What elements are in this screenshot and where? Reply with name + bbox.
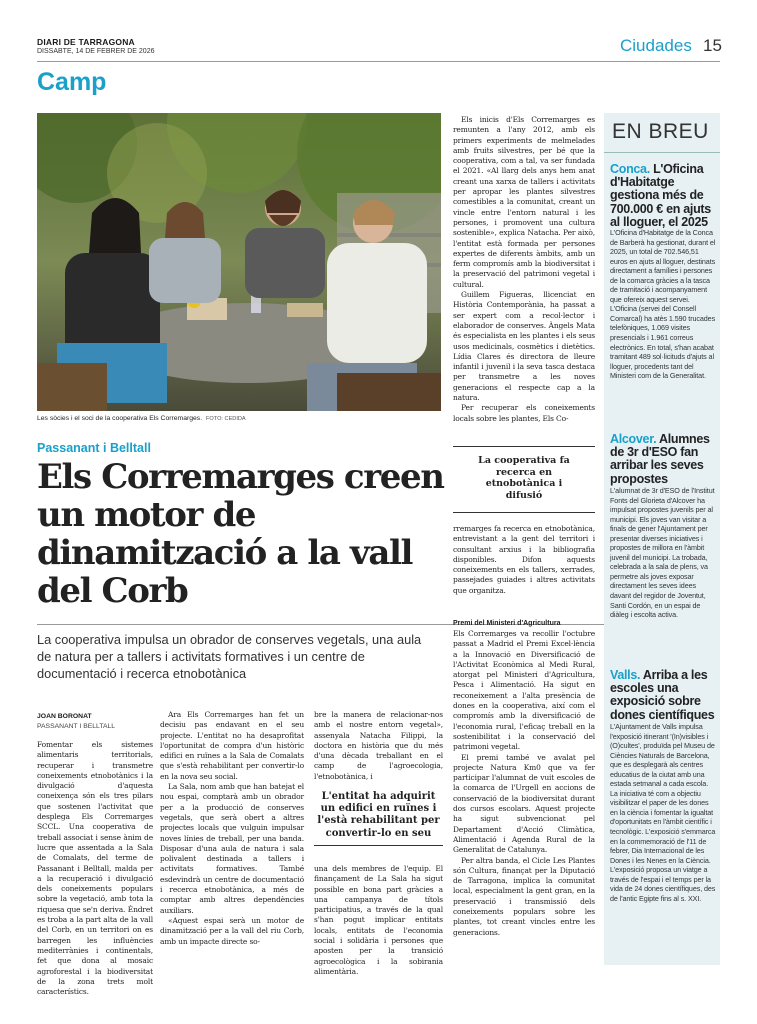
- brief-1-body: L'Oficina d'Habitatge de la Conca de Barberà ha gestionat, durant el 2025, un total de 702.546,51 euros en ajuts al lloguer, destinats directament a famílies i persones de la comarca gràcies a la tasca de tramitació i acompanyament que ofereix aquest servei. L'Oficina (servei del Consell Comarcal) ha atès 1.590 trucades telefòniques, 1.069 visites presencials i 1.961 correus electrònics. En total, s'han acabat tramitant 489 sol·licituds d'ajuts al lloguer, procedents tant del Ministeri com de la Generalitat.: [610, 228, 716, 381]
- column-2: [160, 710, 304, 947]
- brief-2-headline: [610, 433, 716, 486]
- byline-author: JOAN BORONAT: [37, 713, 92, 720]
- page-number: 15: [703, 36, 722, 55]
- col3-bottom-text: una dels membres de l'equip. El finançament de La Sala ha sigut possible en bona part gràcies a una campanya de títols participatius, a través de la qual s'han pogut implicar entitats locals, entitats de l'economia social i solidària i persones que aposten per la transició agroecològica i la sobirania alimentària.: [314, 864, 443, 976]
- brief-3-town: Valls.: [610, 668, 641, 682]
- col2-paragraph-3: «Aquest espai serà un motor de dinamització per a la vall del riu Corb, amb un impacte directe so-: [160, 915, 304, 946]
- brief-2-title: Alumnes de 3r d'ESO fan arribar les seves propostes: [610, 432, 710, 486]
- top-rule: [37, 61, 720, 62]
- pull-quote-1-rule: [314, 845, 443, 846]
- brief-2-body: L'alumnat de 3r d'ESO de l'Institut Fonts del Glorieta d'Alcover ha impulsat propostes juvenils per al municipi. Els joves van visitar a finals de gener l'Ajuntament per presentar diverses iniciatives i propostes de millora en l'àmbit juvenil del municipi. La trobada, celebrada a la sala de plens, va permetre als joves exposar directament les seves idees davant del regidor de Joventut, Santi Cordón, en un espai de diàleg i escolta activa.: [610, 486, 715, 620]
- brief-3-title: Arriba a les escoles una exposició sobre dones científiques: [610, 668, 715, 722]
- photo-illustration: [37, 113, 441, 411]
- col4-paragraph-4: rremarges fa recerca en etnobotànica, entrevistant a la gent del territori i consultant arxius i la bibliografia disponibles. Difon aquests coneixements en els tallers, xerrades, passejades guiades i altres activitats que organitza.: [453, 524, 595, 595]
- issue-date: DISSABTE, 14 DE FEBRER DE 2026: [37, 48, 155, 55]
- article-deck: La cooperativa impulsa un obrador de conserves vegetals, una aula de natura per a tallers i activitats formatives i un centre de documentació i recerca etnobotànica: [37, 632, 422, 681]
- newspaper-name: DIARI DE TARRAGONA: [37, 37, 135, 47]
- column-1: [37, 740, 153, 997]
- col4-paragraph-3: Per recuperar els coneixements locals sobre les plantes, Els Co-: [453, 403, 595, 423]
- section-label: Ciudades: [620, 36, 692, 55]
- article-photo: [37, 113, 441, 411]
- brief-1-headline: [610, 163, 716, 229]
- brief-3-headline: [610, 669, 716, 722]
- article-kicker: Passanant i Belltall: [37, 441, 151, 455]
- subhead-premi: Premi del Ministeri d'Agricultura: [453, 620, 561, 627]
- subsection-title: Camp: [37, 68, 107, 96]
- column-3-bottom: [314, 864, 443, 977]
- caption-text: Les sòcies i el soci de la cooperativa Els Corremarges.: [37, 415, 203, 422]
- column-4-top: [453, 115, 595, 424]
- photo-credit: FOTO: CEDIDA: [205, 416, 246, 422]
- pull-quote-2-rule-bottom: [453, 512, 595, 513]
- article-headline: Els Corremarges creen un motor de dinamització a la vall del Corb: [37, 457, 444, 611]
- brief-3-body: L'Ajuntament de Valls impulsa l'exposició itinerant '(In)visibles i (O)cultes', produïda pel Museu de Ciències Naturals de Barcelona, que es desplegarà als centres educatius de la ciutat amb una estada setmanal a cada escola. La iniciativa té com a objectiu visibilitzar el paper de les dones en la ciència i fomentar la igualtat d'oportunitats en l'àmbit científic i tecnològic. L'exposició s'emmarca en la commemoració de l'11 de febrer, Dia Internacional de les Dones i les Nenes en la Ciència. L'exposició proposa un viatge a través de l'espai i el temps per la vida de 24 dones científiques, des de l'antic Egipte fins al s. XXI.: [610, 722, 716, 903]
- photo-caption: [37, 415, 246, 422]
- sidebar-title: EN BREU: [612, 120, 709, 143]
- byline-place: PASSANANT I BELLTALL: [37, 723, 116, 730]
- sidebar-rule: [604, 152, 720, 153]
- col4-paragraph-2: Guillem Figueras, llicenciat en Història Contemporània, ha passat a ser expert com a recol·lector i elaborador de conserves. Àngels Mata és especialista en les plantes i els seus usos medicinals, cosmètics i dietètics. Lídia Clares és directora de lleure infantil i juvenil i la seva tasca destaca per transmetre a les noves generacions el respecte cap a la natura.: [453, 290, 595, 403]
- brief-2-town: Alcover.: [610, 432, 657, 446]
- column-3-top: [314, 710, 443, 782]
- column-4-middle: [453, 524, 595, 596]
- col4-paragraph-7: Per altra banda, el Cicle Les Plantes són Cultura, finançat per la Diputació de Tarragona, implica la comunitat local, especialment la gent gran, en la preservació i transmissió dels coneixements populars sobre les plantes, tot creant vincles entre les generacions.: [453, 855, 595, 937]
- col3-top-text: bre la manera de relacionar-nos amb el nostre entorn vegetal», assenyala Natacha Filippi, la doctora en història que du més d'una dècada treballant en el camp de l'agroecologia, l'etnobotànica, i: [314, 710, 443, 781]
- col2-paragraph-1: Ara Els Corremarges han fet un decisiu pas endavant en el seu projecte. L'entitat no ha desaprofitat l'oportunitat de compra d'un històric edifici en ruïnes a la Sala de Comalats que s'està rehabilitant per convertir-lo en la nova seu social.: [160, 710, 304, 781]
- brief-1-town: Conca.: [610, 162, 650, 176]
- pull-quote-2: La cooperativa fa recerca en etnobotànica i difusió: [478, 455, 570, 502]
- brief-1-title: L'Oficina d'Habitatge gestiona més de 700.000 € en ajuts al lloguer, el 2025: [610, 162, 711, 229]
- col4-paragraph-1: Els inicis d'Els Corremarges es remunten a l'any 2012, amb els primers experiments de melmelades amb fruits silvestres, per bé que la cooperativa, com a tal, va ser fundada el 2021. «Al llarg dels anys hem anat creant una xarxa de tallers i activitats per apropar les plantes silvestres comestibles a la comunitat, creant un vincle entre l'entorn natural i les persones, i promovent una cultura sostenible», explica Natacha. Per això, l'entitat està formada per persones expertes de diferents àmbits, amb un ferm compromís amb la biodiversitat i la preservació del patrimoni vegetal i cultural.: [453, 115, 595, 289]
- pull-quote-2-rule-top: [453, 446, 595, 447]
- column-4-bottom: [453, 629, 595, 938]
- pull-quote-1: L'entitat ha adquirit un edifici en ruïnes i l'està rehabilitant per convertir-lo en seu: [317, 791, 440, 839]
- col2-paragraph-2: La Sala, nom amb que han batejat el nou espai, comptarà amb un obrador per a la producció de conserves vegetals, que serà obert a altres projectes locals que vulguin impulsar noves línies de treball, per una banda. Disposar d'una aula de natura i sala polivalent destinada a tallers i activitats formatives. També esdevindrà un centre de documentació i recerca etnobotànica, a més de comptar amb altres dependències auxiliars.: [160, 782, 304, 915]
- col1-text: Fomentar els sistemes alimentaris territorials, recuperar i transmetre coneixements etnobotànics i la divulgació d'aquesta coneixença són els tres pilars que sostenen l'activitat que desplega Els Corremarges SCCL. Una cooperativa de treball associat i sense ànim de lucre que assentada a la Sala de Comalats, del terme de Passanant i Belltall, malda per a la recuperació i divulgació dels coneixements populars sobre la vegetació, amb tota la riquesa que se'n deriva. Éndret es troba a la part alta de la vall del Corb, en un territori on es barregen les influències mediterrànies i continentals, fet que dona al mosaic agroforestal i la biodiversitat de la zona trets molt característics.: [37, 740, 153, 997]
- col4-paragraph-6: El premi també ve avalat pel projecte Natura Km0 que va fer participar l'alumnat de vuit escoles de la comarca de l'Urgell en accions de conservació de la biodiversitat durant dos cursos escolars. Aquest projecte ha sigut subvencionat pel Departament d'Acció Climàtica, Alimentació i Agenda Rural de la Generalitat de Catalunya.: [453, 752, 595, 855]
- col4-paragraph-5: Els Corremarges va recollir l'octubre passat a Madrid el Premi Excel·lència a la Innovació en Diversificació de l'Activitat Econòmica al Medi Rural, atorgat pel Ministeri d'Agricultura, Pesca i Alimentació. Ha sigut en reconeixement a l'alta presència de dones en la cooperativa, així com el compromís amb la diversificació de l'economia rural, l'eficaç treball en la sostenibilitat i la conservació del patrimoni vegetal.: [453, 629, 595, 752]
